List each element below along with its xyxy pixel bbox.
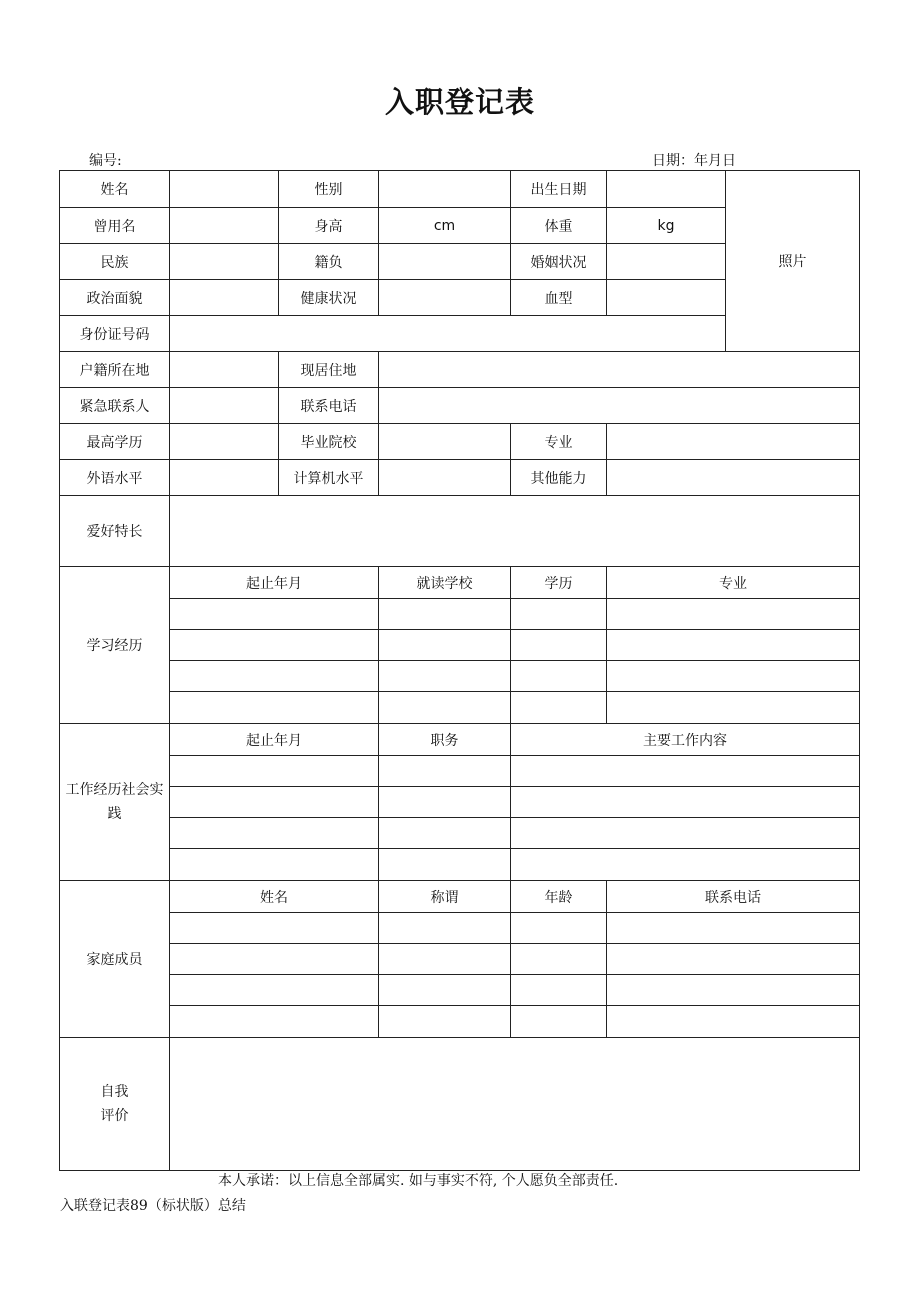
gender-field[interactable] (379, 171, 511, 208)
family-cell[interactable] (170, 944, 379, 975)
hobbies-label: 爱好特长 (60, 496, 170, 567)
work-cell[interactable] (379, 756, 511, 787)
table-row (60, 975, 860, 1006)
family-cell[interactable] (170, 975, 379, 1006)
study-cell[interactable] (607, 599, 860, 630)
height-field[interactable]: cm (379, 208, 511, 244)
blood-label: 血型 (511, 280, 607, 316)
self-eval-field[interactable] (170, 1038, 860, 1171)
family-cell[interactable] (607, 913, 860, 944)
family-cell[interactable] (379, 975, 511, 1006)
other-ability-label: 其他能力 (511, 460, 607, 496)
study-header-degree: 学历 (511, 567, 607, 599)
birth-date-field[interactable] (607, 171, 726, 208)
work-cell[interactable] (379, 849, 511, 881)
table-row (60, 599, 860, 630)
name-label: 姓名 (60, 171, 170, 208)
emergency-field[interactable] (170, 388, 279, 424)
former-name-label: 曾用名 (60, 208, 170, 244)
family-section-label: 家庭成员 (60, 881, 170, 1038)
emergency-label: 紧急联系人 (60, 388, 170, 424)
native-place-label: 籍负 (279, 244, 379, 280)
work-cell[interactable] (170, 756, 379, 787)
work-cell[interactable] (511, 849, 860, 881)
work-cell[interactable] (379, 818, 511, 849)
marital-label: 婚姻状况 (511, 244, 607, 280)
education-field[interactable] (170, 424, 279, 460)
study-cell[interactable] (379, 661, 511, 692)
registration-form (59, 170, 860, 1171)
computer-field[interactable] (379, 460, 511, 496)
health-label: 健康状况 (279, 280, 379, 316)
study-section-label: 学习经历 (60, 567, 170, 724)
id-number-field[interactable] (170, 316, 726, 352)
hobbies-field[interactable] (170, 496, 860, 567)
table-row (60, 944, 860, 975)
family-cell[interactable] (511, 1006, 607, 1038)
family-header-relation: 称谓 (379, 881, 511, 913)
table-row (60, 818, 860, 849)
political-field[interactable] (170, 280, 279, 316)
family-cell[interactable] (607, 944, 860, 975)
study-cell[interactable] (511, 599, 607, 630)
self-eval-label-line1: 自我 (100, 1084, 129, 1100)
marital-field[interactable] (607, 244, 726, 280)
work-header-content: 主要工作内容 (511, 724, 860, 756)
table-row (60, 756, 860, 787)
table-row (60, 849, 860, 881)
study-cell[interactable] (511, 692, 607, 724)
major-field[interactable] (607, 424, 860, 460)
education-label: 最高学历 (60, 424, 170, 460)
family-cell[interactable] (607, 1006, 860, 1038)
health-field[interactable] (379, 280, 511, 316)
study-cell[interactable] (379, 692, 511, 724)
household-field[interactable] (170, 352, 279, 388)
study-cell[interactable] (170, 630, 379, 661)
name-field[interactable] (170, 171, 279, 208)
family-header-phone: 联系电话 (607, 881, 860, 913)
work-cell[interactable] (379, 787, 511, 818)
family-cell[interactable] (170, 913, 379, 944)
ethnicity-label: 民族 (60, 244, 170, 280)
residence-label: 现居住地 (279, 352, 379, 388)
page-title: 入职登记表 (384, 85, 535, 119)
computer-label: 计算机水平 (279, 460, 379, 496)
study-header-major: 专业 (607, 567, 860, 599)
work-cell[interactable] (170, 849, 379, 881)
work-section-label: 工作经历社会实践 (60, 724, 170, 881)
family-cell[interactable] (511, 913, 607, 944)
study-cell[interactable] (170, 599, 379, 630)
language-field[interactable] (170, 460, 279, 496)
footer-caption: 入联登记表89（标状版）总结 (60, 1198, 246, 1214)
study-cell[interactable] (379, 599, 511, 630)
weight-field[interactable]: kg (607, 208, 726, 244)
family-cell[interactable] (607, 975, 860, 1006)
table-row (60, 787, 860, 818)
promise-statement: 本人承诺：以上信息全部属实. 如与事实不符, 个人愿负全部责任. (218, 1173, 619, 1189)
language-label: 外语水平 (60, 460, 170, 496)
work-cell[interactable] (170, 818, 379, 849)
residence-field[interactable] (379, 352, 860, 388)
date-label: 日期：年月日 (652, 153, 736, 169)
study-cell[interactable] (607, 630, 860, 661)
table-row (60, 661, 860, 692)
study-header-period: 起止年月 (170, 567, 379, 599)
family-header-name: 姓名 (170, 881, 379, 913)
family-cell[interactable] (379, 913, 511, 944)
study-cell[interactable] (511, 661, 607, 692)
work-cell[interactable] (511, 818, 860, 849)
study-cell[interactable] (170, 692, 379, 724)
ethnicity-field[interactable] (170, 244, 279, 280)
study-cell[interactable] (379, 630, 511, 661)
work-header-position: 职务 (379, 724, 511, 756)
former-name-field[interactable] (170, 208, 279, 244)
family-cell[interactable] (170, 1006, 379, 1038)
photo-box[interactable]: 照片 (726, 171, 860, 352)
other-ability-field[interactable] (607, 460, 860, 496)
political-label: 政治面貌 (60, 280, 170, 316)
table-row (60, 692, 860, 724)
family-header-age: 年龄 (511, 881, 607, 913)
family-cell[interactable] (379, 1006, 511, 1038)
work-cell[interactable] (511, 787, 860, 818)
birth-date-label: 出生日期 (511, 171, 607, 208)
native-place-field[interactable] (379, 244, 511, 280)
family-cell[interactable] (511, 975, 607, 1006)
study-cell[interactable] (607, 692, 860, 724)
work-header-period: 起止年月 (170, 724, 379, 756)
gender-label: 性别 (279, 171, 379, 208)
self-eval-label (60, 1038, 170, 1171)
table-row (60, 1006, 860, 1038)
blood-field[interactable] (607, 280, 726, 316)
weight-label: 体重 (511, 208, 607, 244)
id-number-label: 身份证号码 (60, 316, 170, 352)
school-label: 毕业院校 (279, 424, 379, 460)
household-label: 户籍所在地 (60, 352, 170, 388)
family-cell[interactable] (511, 944, 607, 975)
work-cell[interactable] (511, 756, 860, 787)
height-label: 身高 (279, 208, 379, 244)
study-header-school: 就读学校 (379, 567, 511, 599)
table-row (60, 913, 860, 944)
number-label: 编号: (89, 153, 122, 169)
school-field[interactable] (379, 424, 511, 460)
study-cell[interactable] (607, 661, 860, 692)
study-cell[interactable] (511, 630, 607, 661)
study-cell[interactable] (170, 661, 379, 692)
family-cell[interactable] (379, 944, 511, 975)
contact-phone-field[interactable] (379, 388, 860, 424)
work-cell[interactable] (170, 787, 379, 818)
table-row (60, 630, 860, 661)
contact-phone-label: 联系电话 (279, 388, 379, 424)
major-label: 专业 (511, 424, 607, 460)
self-eval-label-line2: 评价 (100, 1108, 129, 1124)
